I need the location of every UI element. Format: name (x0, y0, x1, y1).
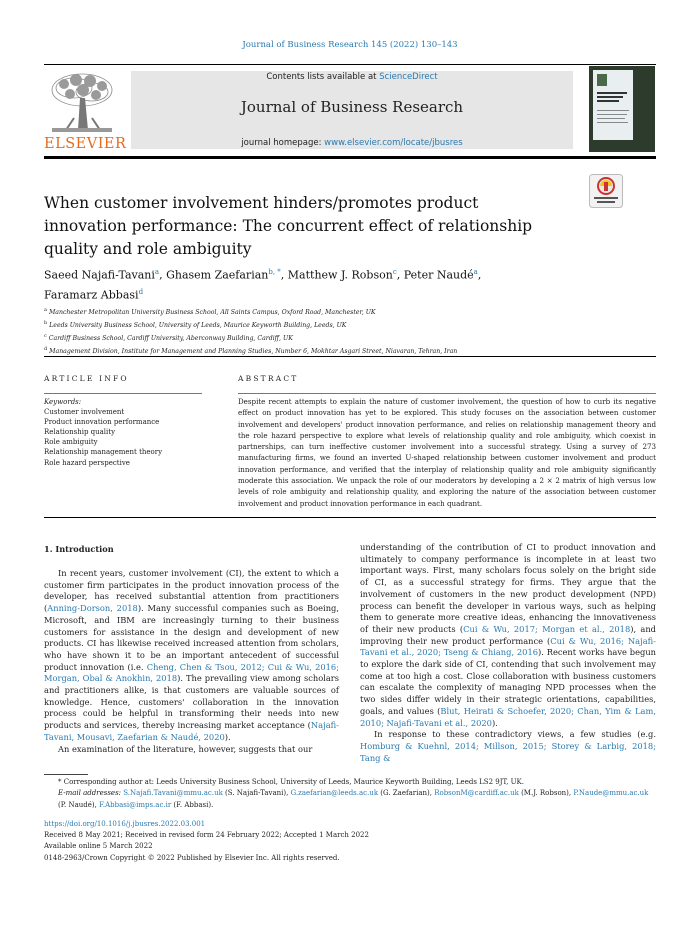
citation-link[interactable]: Anning-Dorson, 2018 (47, 603, 138, 614)
journal-homepage-link[interactable]: www.elsevier.com/locate/jbusres (324, 138, 463, 148)
abstract-bottom-rule (44, 517, 656, 518)
affiliation-item (44, 305, 656, 318)
doi-link[interactable]: https://doi.org/10.1016/j.jbusres.2022.03.001 (44, 820, 206, 828)
publisher-wordmark: ELSEVIER (44, 136, 127, 152)
keyword-item: Relationship quality (44, 428, 116, 437)
journal-homepage-line (131, 138, 573, 148)
affiliation-item (44, 331, 656, 344)
paragraph-text: ). Recent works have begun to explore the dark side of CI, contending that such involvement may come at too high a cost. Close collaboration with business customers can escalate the complexity of managing NPD processes when the two sides differ widely in their strategic orientations, capabilities, goals, and values ( (360, 647, 657, 716)
citation-link[interactable]: Blut, Heirati & Schoefer, 2020; Chan, Yim & Lam, 2010; Najafi-Tavani et al., 2020 (360, 705, 656, 728)
email-link[interactable]: RobsonM@cardiff.ac.uk (434, 789, 519, 798)
corresponding-author-note (44, 777, 656, 788)
email-link[interactable]: S.Najafi.Tavani@mmu.ac.uk (123, 789, 223, 798)
body-paragraph (44, 568, 339, 744)
contents-prefix: Contents lists available at (266, 72, 380, 82)
homepage-prefix: journal homepage: (241, 138, 325, 148)
author-list (44, 264, 564, 303)
paragraph-text: In recent years, customer involvement (CI), the extent to which a customer firm participates in the product innovation process of the developer, has received substantial attention from practitioners ( (44, 568, 339, 614)
author-affil-mark[interactable]: a (154, 268, 160, 276)
keyword-item: Relationship management theory (44, 448, 163, 457)
available-online: Available online 5 March 2022 (44, 842, 153, 851)
author-separator: , (396, 268, 404, 282)
citation-link[interactable]: Cheng, Chen & Tsou, 2012; Cui & Wu, 2016; Morgan, Obal & Anokhin, 2018 (44, 661, 339, 684)
keywords-label: Keywords: (44, 398, 82, 406)
paragraph-text: In response to these contradictory views, a few studies (e.g. (374, 729, 656, 740)
author-name[interactable]: Ghasem Zaefarian (166, 268, 269, 282)
citation-link[interactable]: Cui & Wu, 2016; Najafi-Tavani et al., 2020; Tseng & Chiang, 2016 (360, 635, 656, 658)
author-affil-mark[interactable]: b, * (268, 268, 281, 276)
paragraph-text: understanding of the contribution of CI to product innovation and ultimately to company performance is incomplete in at least two important ways. First, many scholars focus solely on the bright side of CI, as a successful strategy for firms. They argue that the involvement of customers in the new product development (NPD) process can benefit the developer in various ways, such as helping them to generate more creative ideas, enhancing the innovativeness of their new products ( (360, 542, 656, 634)
email-link[interactable]: G.zaefarian@leeds.ac.uk (290, 789, 379, 798)
abstract-heading: ABSTRACT (238, 374, 299, 383)
citation-link[interactable]: Cui & Wu, 2017; Morgan et al., 2018 (463, 623, 631, 634)
author-separator: , (477, 268, 482, 282)
article-metadata (44, 819, 656, 864)
body-paragraph (360, 542, 656, 729)
body-column-left (44, 568, 339, 755)
keyword-item: Product innovation performance (44, 418, 160, 427)
keywords-block (44, 397, 214, 468)
affiliation-text: Cardiff Business School, Cardiff University, Aberconway Building, Cardiff, UK (48, 335, 293, 343)
copyright-line: 0148-2963/Crown Copyright © 2022 Published by Elsevier Inc. All rights reserved. (44, 853, 340, 862)
author-affil-mark[interactable]: d (138, 287, 144, 296)
citation-link[interactable]: Homburg & Kuehnl, 2014; Millson, 2015; Storey & Larbig, 2018; Tang & (360, 740, 656, 763)
article-info-heading: ARTICLE INFO (44, 374, 129, 383)
affiliation-mark: b (44, 320, 48, 327)
email-owner: (P. Naudé), (58, 800, 100, 809)
sciencedirect-link[interactable]: ScienceDirect (379, 72, 438, 82)
paper-title: When customer involvement hinders/promotes product innovation performance: The concurrent effect of relationship quality and role ambiguity (44, 194, 533, 258)
paragraph-text: ). (491, 717, 498, 728)
email-addresses (44, 788, 656, 811)
journal-citation-link[interactable]: Journal of Business Research 145 (2022) 130–143 (242, 40, 458, 50)
affiliation-mark: c (44, 333, 47, 340)
header-top-rule (44, 64, 656, 65)
check-for-updates-icon[interactable] (589, 174, 623, 208)
email-owner: (M.J. Robson), (518, 789, 574, 798)
header-bottom-rule (44, 156, 656, 159)
author-affil-mark[interactable]: a (473, 268, 478, 276)
paragraph-text: ). (224, 731, 231, 742)
article-info-rule (44, 393, 202, 394)
email-label: E-mail addresses: (58, 789, 122, 798)
author-name[interactable]: Peter Naudé (403, 268, 474, 282)
keyword-item: Role ambiguity (44, 438, 98, 447)
paragraph-text: ), and improving their new product performance ( (360, 623, 656, 646)
email-link[interactable]: P.Naude@mmu.ac.uk (573, 789, 649, 798)
footnote-rule (44, 774, 88, 775)
keyword-item: Customer involvement (44, 408, 125, 417)
introduction-heading: 1. Introduction (44, 544, 114, 554)
author-name[interactable]: Faramarz Abbasi (44, 288, 139, 302)
email-owner: (F. Abbasi). (171, 800, 214, 809)
keyword-item: Role hazard perspective (44, 458, 130, 467)
affiliation-list (44, 305, 656, 357)
body-paragraph (360, 729, 656, 764)
asterisk-mark: * (58, 778, 64, 786)
paragraph-text: ). Many successful companies such as Boeing, Microsoft, and IBM are increasingly turning to their business customers for assistance in the design and development of new products. CI has likewise received increased attention from scholars, who have shown it to be an important antecedent of successful product innovation (i.e. (44, 603, 339, 672)
abstract-text: Despite recent attempts to explain the nature of customer involvement, the question of how to curb its negative effect on product innovation has yet to be explored. This study focuses on the association between customer involvement and developers' product innovation performance, and relies on relationship management theory and the role hazard perspective to explore what levels of relationship quality and role ambiguity, which coexist in partnerships, can turn ineffective customer involvement into a successful strategy. Using a survey of 273 manufacturing firms, we found an inverted U-shaped relationship between customer involvement and product innovation performance, and verified that the interplay of relationship quality and role ambiguity significantly moderate this association. We unpack the role of our moderators by developing a 2 × 2 matrix of high versus low levels of role ambiguity and relationship quality, and exploring the nature of the association between customer involvement and product innovation performance in each quadrant. (238, 397, 656, 508)
affiliation-item (44, 318, 656, 331)
author-separator: , (280, 268, 288, 282)
citation-link[interactable]: Najafi-Tavani, Mousavi, Zaefarian & Naudé, 2020 (44, 720, 339, 742)
author-separator: , (159, 268, 167, 282)
email-owner: (G. Zaefarian), (378, 789, 435, 798)
email-owner: (S. Najafi-Tavani), (222, 789, 291, 798)
affiliation-text: Manchester Metropolitan University Business School, All Saints Campus, Oxford Road, Manchester, UK (48, 309, 376, 317)
affiliation-mark: a (44, 307, 47, 313)
author-name[interactable]: Matthew J. Robson (287, 268, 393, 282)
affiliation-text: Leeds University Business School, University of Leeds, Maurice Keyworth Building, Leeds, UK (49, 322, 347, 330)
journal-title: Journal of Business Research (240, 98, 464, 116)
author-name[interactable]: Saeed Najafi-Tavani (44, 268, 155, 282)
body-paragraph: An examination of the literature, however, suggests that our (58, 743, 313, 754)
abstract-rule (238, 393, 656, 394)
contents-available-line (131, 72, 573, 82)
email-link[interactable]: F.Abbasi@imps.ac.ir (99, 800, 172, 809)
corresponding-text: Corresponding author at: Leeds University Business School, University of Leeds, Maurice Keyworth Building, Leeds LS2 9JT, UK. (63, 778, 524, 786)
footnotes (44, 777, 656, 811)
received-dates: Received 8 May 2021; Received in revised form 24 February 2022; Accepted 1 March 2022 (44, 831, 369, 840)
section-divider (44, 356, 656, 357)
journal-cover-art-icon (593, 70, 633, 140)
affiliation-mark: d (44, 346, 48, 353)
paragraph-text: ). The prevailing view among scholars and practitioners alike, is that customers are valuable sources of knowledge. Hence, customers' collaboration in the innovation process could be helpful in transforming their needs into new products and services, thereby increasing market acceptance ( (44, 673, 340, 731)
affiliation-text: Management Division, Institute for Management and Planning Studies, Number 6, Mokhtar Asgari Street, Niavaran, Tehran, Iran (49, 348, 458, 356)
body-column-right (360, 542, 656, 764)
author-affil-mark[interactable]: c (392, 268, 397, 276)
